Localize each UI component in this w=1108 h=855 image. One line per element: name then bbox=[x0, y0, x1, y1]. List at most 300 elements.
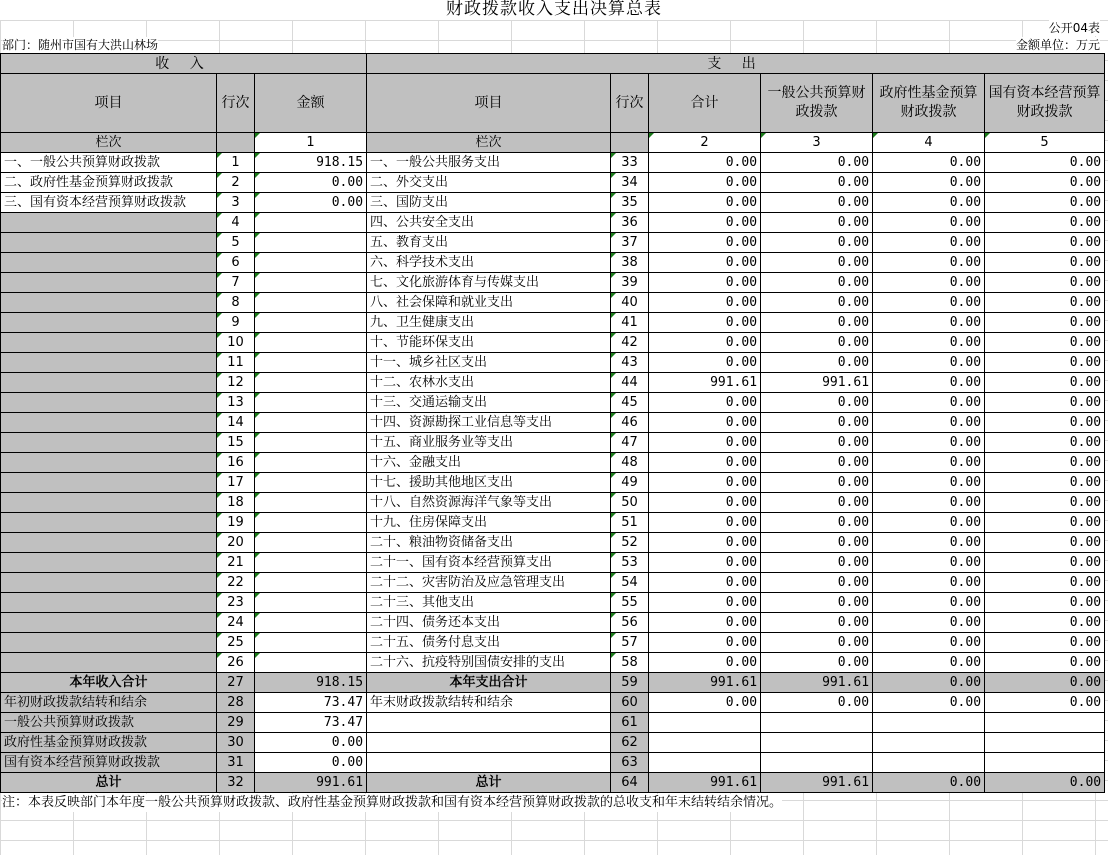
table-row bbox=[1, 413, 1105, 433]
income-item bbox=[1, 273, 217, 293]
income-line-no: 26 bbox=[217, 653, 255, 673]
expense-general: 991.61 bbox=[761, 373, 873, 393]
expense-general: 991.61 bbox=[761, 773, 873, 793]
expense-soe: 0.00 bbox=[985, 433, 1105, 453]
expense-fund: 0.00 bbox=[873, 453, 985, 473]
income-amount bbox=[255, 593, 367, 613]
department-label: 部门：随州市国有大洪山林场 bbox=[2, 38, 159, 52]
income-amount: 0.00 bbox=[255, 753, 367, 773]
income-item bbox=[1, 373, 217, 393]
amount-header: 金额 bbox=[255, 74, 367, 133]
expense-general: 0.00 bbox=[761, 213, 873, 233]
income-line-no: 30 bbox=[217, 733, 255, 753]
income-line-no: 13 bbox=[217, 393, 255, 413]
income-item bbox=[1, 573, 217, 593]
expense-total: 0.00 bbox=[649, 393, 761, 413]
income-line-no: 21 bbox=[217, 553, 255, 573]
expense-soe: 0.00 bbox=[985, 673, 1105, 693]
table-row bbox=[1, 293, 1105, 313]
income-item bbox=[1, 493, 217, 513]
expense-general: 0.00 bbox=[761, 233, 873, 253]
table-row bbox=[1, 493, 1105, 513]
income-item: 年初财政拨款结转和结余 bbox=[1, 693, 217, 713]
expense-line-no: 62 bbox=[611, 733, 649, 753]
expense-line-no: 38 bbox=[611, 253, 649, 273]
expense-general: 0.00 bbox=[761, 453, 873, 473]
income-item bbox=[1, 633, 217, 653]
income-item bbox=[1, 473, 217, 493]
income-line-no: 12 bbox=[217, 373, 255, 393]
expense-total: 0.00 bbox=[649, 413, 761, 433]
income-item bbox=[1, 213, 217, 233]
expense-soe: 0.00 bbox=[985, 493, 1105, 513]
expense-item: 年末财政拨款结转和结余 bbox=[367, 693, 611, 713]
table-row bbox=[1, 353, 1105, 373]
expense-fund: 0.00 bbox=[873, 593, 985, 613]
table-row bbox=[1, 553, 1105, 573]
expense-fund: 0.00 bbox=[873, 293, 985, 313]
expense-total: 0.00 bbox=[649, 193, 761, 213]
expense-line-no: 37 bbox=[611, 233, 649, 253]
expense-general: 0.00 bbox=[761, 633, 873, 653]
expense-line-no: 58 bbox=[611, 653, 649, 673]
income-line-no: 32 bbox=[217, 773, 255, 793]
expense-item: 一、一般公共服务支出 bbox=[367, 153, 611, 173]
income-amount bbox=[255, 473, 367, 493]
table-row bbox=[1, 453, 1105, 473]
income-line-no: 24 bbox=[217, 613, 255, 633]
expense-general: 0.00 bbox=[761, 553, 873, 573]
column-no-total: 2 bbox=[649, 133, 761, 153]
expense-soe: 0.00 bbox=[985, 473, 1105, 493]
expense-soe: 0.00 bbox=[985, 153, 1105, 173]
expense-total: 0.00 bbox=[649, 213, 761, 233]
expense-fund: 0.00 bbox=[873, 213, 985, 233]
expense-total: 0.00 bbox=[649, 573, 761, 593]
expense-soe bbox=[985, 733, 1105, 753]
expense-soe: 0.00 bbox=[985, 253, 1105, 273]
expense-line-no: 64 bbox=[611, 773, 649, 793]
income-item: 二、政府性基金预算财政拨款 bbox=[1, 173, 217, 193]
expense-line-no: 54 bbox=[611, 573, 649, 593]
expense-general: 0.00 bbox=[761, 593, 873, 613]
table-row bbox=[1, 473, 1105, 493]
expense-general: 0.00 bbox=[761, 273, 873, 293]
table-row bbox=[1, 193, 1105, 213]
income-amount: 918.15 bbox=[255, 673, 367, 693]
expense-fund: 0.00 bbox=[873, 373, 985, 393]
income-amount: 73.47 bbox=[255, 693, 367, 713]
expense-header: 支 出 bbox=[367, 54, 1105, 74]
expense-line-no: 44 bbox=[611, 373, 649, 393]
expense-fund: 0.00 bbox=[873, 493, 985, 513]
expense-total: 0.00 bbox=[649, 693, 761, 713]
expense-line-no: 57 bbox=[611, 633, 649, 653]
income-item bbox=[1, 653, 217, 673]
expense-total: 0.00 bbox=[649, 233, 761, 253]
income-amount bbox=[255, 413, 367, 433]
expense-item: 二十四、债务还本支出 bbox=[367, 613, 611, 633]
expense-general: 0.00 bbox=[761, 413, 873, 433]
table-row bbox=[1, 393, 1105, 413]
expense-soe: 0.00 bbox=[985, 613, 1105, 633]
table-row bbox=[1, 213, 1105, 233]
soe-capital-header: 国有资本经营预算财政拨款 bbox=[985, 74, 1105, 133]
expense-soe: 0.00 bbox=[985, 393, 1105, 413]
expense-general: 0.00 bbox=[761, 513, 873, 533]
income-line-no: 1 bbox=[217, 153, 255, 173]
income-line-no: 7 bbox=[217, 273, 255, 293]
income-line-no: 16 bbox=[217, 453, 255, 473]
income-line-no: 22 bbox=[217, 573, 255, 593]
income-amount bbox=[255, 273, 367, 293]
income-item bbox=[1, 333, 217, 353]
form-number: 公开04表 bbox=[1048, 21, 1100, 35]
table-row bbox=[1, 233, 1105, 253]
expense-item: 十七、援助其他地区支出 bbox=[367, 473, 611, 493]
table-row bbox=[1, 273, 1105, 293]
expense-line-no: 55 bbox=[611, 593, 649, 613]
expense-line-no: 59 bbox=[611, 673, 649, 693]
expense-total: 0.00 bbox=[649, 653, 761, 673]
income-amount bbox=[255, 433, 367, 453]
expense-general: 0.00 bbox=[761, 253, 873, 273]
expense-fund: 0.00 bbox=[873, 613, 985, 633]
income-item: 本年收入合计 bbox=[1, 673, 217, 693]
income-line-header: 行次 bbox=[217, 74, 255, 133]
expense-soe: 0.00 bbox=[985, 293, 1105, 313]
income-line-no: 18 bbox=[217, 493, 255, 513]
income-item bbox=[1, 613, 217, 633]
expense-soe bbox=[985, 753, 1105, 773]
column-no-fund: 4 bbox=[873, 133, 985, 153]
income-line-no: 11 bbox=[217, 353, 255, 373]
expense-general: 0.00 bbox=[761, 333, 873, 353]
income-amount bbox=[255, 373, 367, 393]
expense-total: 0.00 bbox=[649, 353, 761, 373]
expense-fund: 0.00 bbox=[873, 153, 985, 173]
expense-total: 0.00 bbox=[649, 433, 761, 453]
expense-item: 十九、住房保障支出 bbox=[367, 513, 611, 533]
income-amount: 0.00 bbox=[255, 193, 367, 213]
expense-soe: 0.00 bbox=[985, 593, 1105, 613]
expense-total: 0.00 bbox=[649, 313, 761, 333]
expense-general: 0.00 bbox=[761, 693, 873, 713]
expense-soe: 0.00 bbox=[985, 353, 1105, 373]
summary-row bbox=[1, 773, 1105, 793]
expense-item: 二十、粮油物资储备支出 bbox=[367, 533, 611, 553]
expense-soe: 0.00 bbox=[985, 273, 1105, 293]
expense-line-no: 53 bbox=[611, 553, 649, 573]
summary-row bbox=[1, 713, 1105, 733]
expense-soe: 0.00 bbox=[985, 693, 1105, 713]
income-amount: 0.00 bbox=[255, 173, 367, 193]
expense-item: 总计 bbox=[367, 773, 611, 793]
column-no-label: 栏次 bbox=[367, 133, 611, 153]
expense-item-header: 项目 bbox=[367, 74, 611, 133]
expense-item: 二十一、国有资本经营预算支出 bbox=[367, 553, 611, 573]
income-amount bbox=[255, 213, 367, 233]
expense-item: 四、公共安全支出 bbox=[367, 213, 611, 233]
expense-fund: 0.00 bbox=[873, 693, 985, 713]
expense-general: 0.00 bbox=[761, 533, 873, 553]
expense-total: 991.61 bbox=[649, 673, 761, 693]
income-line-no: 10 bbox=[217, 333, 255, 353]
expense-soe bbox=[985, 713, 1105, 733]
expense-soe: 0.00 bbox=[985, 513, 1105, 533]
finance-table bbox=[0, 53, 1105, 793]
expense-fund: 0.00 bbox=[873, 653, 985, 673]
income-line-no: 6 bbox=[217, 253, 255, 273]
table-row bbox=[1, 513, 1105, 533]
expense-total: 0.00 bbox=[649, 253, 761, 273]
expense-general bbox=[761, 713, 873, 733]
expense-line-no: 63 bbox=[611, 753, 649, 773]
expense-fund: 0.00 bbox=[873, 193, 985, 213]
expense-total: 0.00 bbox=[649, 553, 761, 573]
expense-line-no: 39 bbox=[611, 273, 649, 293]
report-title: 财政拨款收入支出决算总表 bbox=[0, 0, 1108, 20]
expense-fund: 0.00 bbox=[873, 433, 985, 453]
expense-fund: 0.00 bbox=[873, 513, 985, 533]
income-line-no: 5 bbox=[217, 233, 255, 253]
expense-fund: 0.00 bbox=[873, 473, 985, 493]
income-amount: 73.47 bbox=[255, 713, 367, 733]
expense-item bbox=[367, 733, 611, 753]
expense-fund: 0.00 bbox=[873, 273, 985, 293]
expense-line-no: 34 bbox=[611, 173, 649, 193]
table-row bbox=[1, 373, 1105, 393]
expense-total bbox=[649, 753, 761, 773]
expense-total: 0.00 bbox=[649, 533, 761, 553]
income-item: 总计 bbox=[1, 773, 217, 793]
expense-total bbox=[649, 733, 761, 753]
income-amount: 918.15 bbox=[255, 153, 367, 173]
column-no-soe: 5 bbox=[985, 133, 1105, 153]
expense-item: 二十三、其他支出 bbox=[367, 593, 611, 613]
expense-fund: 0.00 bbox=[873, 633, 985, 653]
footnote: 注：本表反映部门本年度一般公共预算财政拨款、政府性基金预算财政拨款和国有资本经营预算财政拨款的总收支和年末结转结余情况。 bbox=[2, 795, 783, 810]
income-amount bbox=[255, 513, 367, 533]
income-amount: 0.00 bbox=[255, 733, 367, 753]
expense-item: 十八、自然资源海洋气象等支出 bbox=[367, 493, 611, 513]
expense-total: 0.00 bbox=[649, 513, 761, 533]
income-line-no: 31 bbox=[217, 753, 255, 773]
gov-fund-header: 政府性基金预算财政拨款 bbox=[873, 74, 985, 133]
expense-soe: 0.00 bbox=[985, 333, 1105, 353]
expense-soe: 0.00 bbox=[985, 533, 1105, 553]
income-amount bbox=[255, 653, 367, 673]
table-row bbox=[1, 593, 1105, 613]
expense-general: 0.00 bbox=[761, 433, 873, 453]
column-no-label: 栏次 bbox=[1, 133, 217, 153]
income-amount bbox=[255, 313, 367, 333]
income-item: 政府性基金预算财政拨款 bbox=[1, 733, 217, 753]
expense-general: 0.00 bbox=[761, 613, 873, 633]
column-no-blank bbox=[611, 133, 649, 153]
expense-total: 991.61 bbox=[649, 373, 761, 393]
expense-line-no: 43 bbox=[611, 353, 649, 373]
expense-item: 八、社会保障和就业支出 bbox=[367, 293, 611, 313]
expense-fund: 0.00 bbox=[873, 413, 985, 433]
expense-soe: 0.00 bbox=[985, 773, 1105, 793]
income-line-no: 25 bbox=[217, 633, 255, 653]
income-item: 国有资本经营预算财政拨款 bbox=[1, 753, 217, 773]
expense-line-no: 41 bbox=[611, 313, 649, 333]
expense-general bbox=[761, 753, 873, 773]
expense-line-no: 52 bbox=[611, 533, 649, 553]
expense-line-no: 48 bbox=[611, 453, 649, 473]
table-row bbox=[1, 613, 1105, 633]
table-row bbox=[1, 433, 1105, 453]
column-no-general: 3 bbox=[761, 133, 873, 153]
income-line-no: 28 bbox=[217, 693, 255, 713]
expense-general: 0.00 bbox=[761, 193, 873, 213]
income-amount bbox=[255, 613, 367, 633]
expense-item: 二十五、债务付息支出 bbox=[367, 633, 611, 653]
expense-soe: 0.00 bbox=[985, 193, 1105, 213]
expense-soe: 0.00 bbox=[985, 313, 1105, 333]
income-line-no: 14 bbox=[217, 413, 255, 433]
income-item bbox=[1, 353, 217, 373]
total-header: 合计 bbox=[649, 74, 761, 133]
income-line-no: 23 bbox=[217, 593, 255, 613]
summary-row bbox=[1, 733, 1105, 753]
expense-total: 0.00 bbox=[649, 153, 761, 173]
income-line-no: 27 bbox=[217, 673, 255, 693]
expense-item bbox=[367, 713, 611, 733]
income-item: 一、一般公共预算财政拨款 bbox=[1, 153, 217, 173]
expense-item: 二十二、灾害防治及应急管理支出 bbox=[367, 573, 611, 593]
income-amount bbox=[255, 393, 367, 413]
expense-item bbox=[367, 753, 611, 773]
income-amount: 991.61 bbox=[255, 773, 367, 793]
income-amount bbox=[255, 253, 367, 273]
income-line-no: 15 bbox=[217, 433, 255, 453]
expense-line-no: 49 bbox=[611, 473, 649, 493]
income-line-no: 20 bbox=[217, 533, 255, 553]
income-item bbox=[1, 413, 217, 433]
income-line-no: 4 bbox=[217, 213, 255, 233]
income-item bbox=[1, 513, 217, 533]
expense-total: 991.61 bbox=[649, 773, 761, 793]
income-line-no: 17 bbox=[217, 473, 255, 493]
expense-line-no: 45 bbox=[611, 393, 649, 413]
table-row bbox=[1, 533, 1105, 553]
income-item bbox=[1, 393, 217, 413]
expense-line-no: 50 bbox=[611, 493, 649, 513]
income-item bbox=[1, 293, 217, 313]
column-no-blank bbox=[217, 133, 255, 153]
expense-general: 0.00 bbox=[761, 393, 873, 413]
expense-general: 991.61 bbox=[761, 673, 873, 693]
summary-row bbox=[1, 693, 1105, 713]
expense-total: 0.00 bbox=[649, 493, 761, 513]
income-item bbox=[1, 593, 217, 613]
income-item-header: 项目 bbox=[1, 74, 217, 133]
expense-item: 十一、城乡社区支出 bbox=[367, 353, 611, 373]
expense-fund bbox=[873, 733, 985, 753]
expense-fund: 0.00 bbox=[873, 773, 985, 793]
expense-line-no: 36 bbox=[611, 213, 649, 233]
expense-fund: 0.00 bbox=[873, 393, 985, 413]
income-line-no: 8 bbox=[217, 293, 255, 313]
summary-row bbox=[1, 753, 1105, 773]
table-row bbox=[1, 253, 1105, 273]
expense-soe: 0.00 bbox=[985, 653, 1105, 673]
expense-total: 0.00 bbox=[649, 593, 761, 613]
expense-fund: 0.00 bbox=[873, 233, 985, 253]
expense-fund: 0.00 bbox=[873, 673, 985, 693]
expense-soe: 0.00 bbox=[985, 453, 1105, 473]
expense-fund: 0.00 bbox=[873, 333, 985, 353]
column-no-amount: 1 bbox=[255, 133, 367, 153]
expense-item: 六、科学技术支出 bbox=[367, 253, 611, 273]
expense-fund bbox=[873, 753, 985, 773]
income-line-no: 3 bbox=[217, 193, 255, 213]
expense-total: 0.00 bbox=[649, 453, 761, 473]
expense-line-no: 40 bbox=[611, 293, 649, 313]
expense-line-no: 61 bbox=[611, 713, 649, 733]
expense-line-no: 33 bbox=[611, 153, 649, 173]
income-item: 三、国有资本经营预算财政拨款 bbox=[1, 193, 217, 213]
expense-general: 0.00 bbox=[761, 573, 873, 593]
income-item: 一般公共预算财政拨款 bbox=[1, 713, 217, 733]
expense-total bbox=[649, 713, 761, 733]
expense-fund: 0.00 bbox=[873, 553, 985, 573]
table-row bbox=[1, 573, 1105, 593]
expense-general bbox=[761, 733, 873, 753]
expense-general: 0.00 bbox=[761, 353, 873, 373]
unit-label: 金额单位：万元 bbox=[1015, 38, 1100, 52]
expense-item: 十五、商业服务业等支出 bbox=[367, 433, 611, 453]
expense-total: 0.00 bbox=[649, 173, 761, 193]
income-amount bbox=[255, 333, 367, 353]
expense-soe: 0.00 bbox=[985, 173, 1105, 193]
income-amount bbox=[255, 573, 367, 593]
expense-fund: 0.00 bbox=[873, 533, 985, 553]
expense-fund: 0.00 bbox=[873, 173, 985, 193]
expense-fund: 0.00 bbox=[873, 573, 985, 593]
table-row bbox=[1, 333, 1105, 353]
table-row bbox=[1, 313, 1105, 333]
expense-general: 0.00 bbox=[761, 173, 873, 193]
expense-general: 0.00 bbox=[761, 153, 873, 173]
expense-total: 0.00 bbox=[649, 613, 761, 633]
expense-line-no: 42 bbox=[611, 333, 649, 353]
table-row bbox=[1, 173, 1105, 193]
summary-row bbox=[1, 673, 1105, 693]
table-row bbox=[1, 633, 1105, 653]
expense-soe: 0.00 bbox=[985, 233, 1105, 253]
expense-general: 0.00 bbox=[761, 293, 873, 313]
expense-total: 0.00 bbox=[649, 333, 761, 353]
income-amount bbox=[255, 493, 367, 513]
expense-fund bbox=[873, 713, 985, 733]
income-amount bbox=[255, 353, 367, 373]
income-amount bbox=[255, 293, 367, 313]
expense-item: 十二、农林水支出 bbox=[367, 373, 611, 393]
general-budget-header: 一般公共预算财政拨款 bbox=[761, 74, 873, 133]
table-row bbox=[1, 153, 1105, 173]
expense-soe: 0.00 bbox=[985, 373, 1105, 393]
income-amount bbox=[255, 453, 367, 473]
income-line-no: 2 bbox=[217, 173, 255, 193]
income-header: 收 入 bbox=[1, 54, 367, 74]
income-item bbox=[1, 233, 217, 253]
income-item bbox=[1, 433, 217, 453]
expense-item: 十三、交通运输支出 bbox=[367, 393, 611, 413]
